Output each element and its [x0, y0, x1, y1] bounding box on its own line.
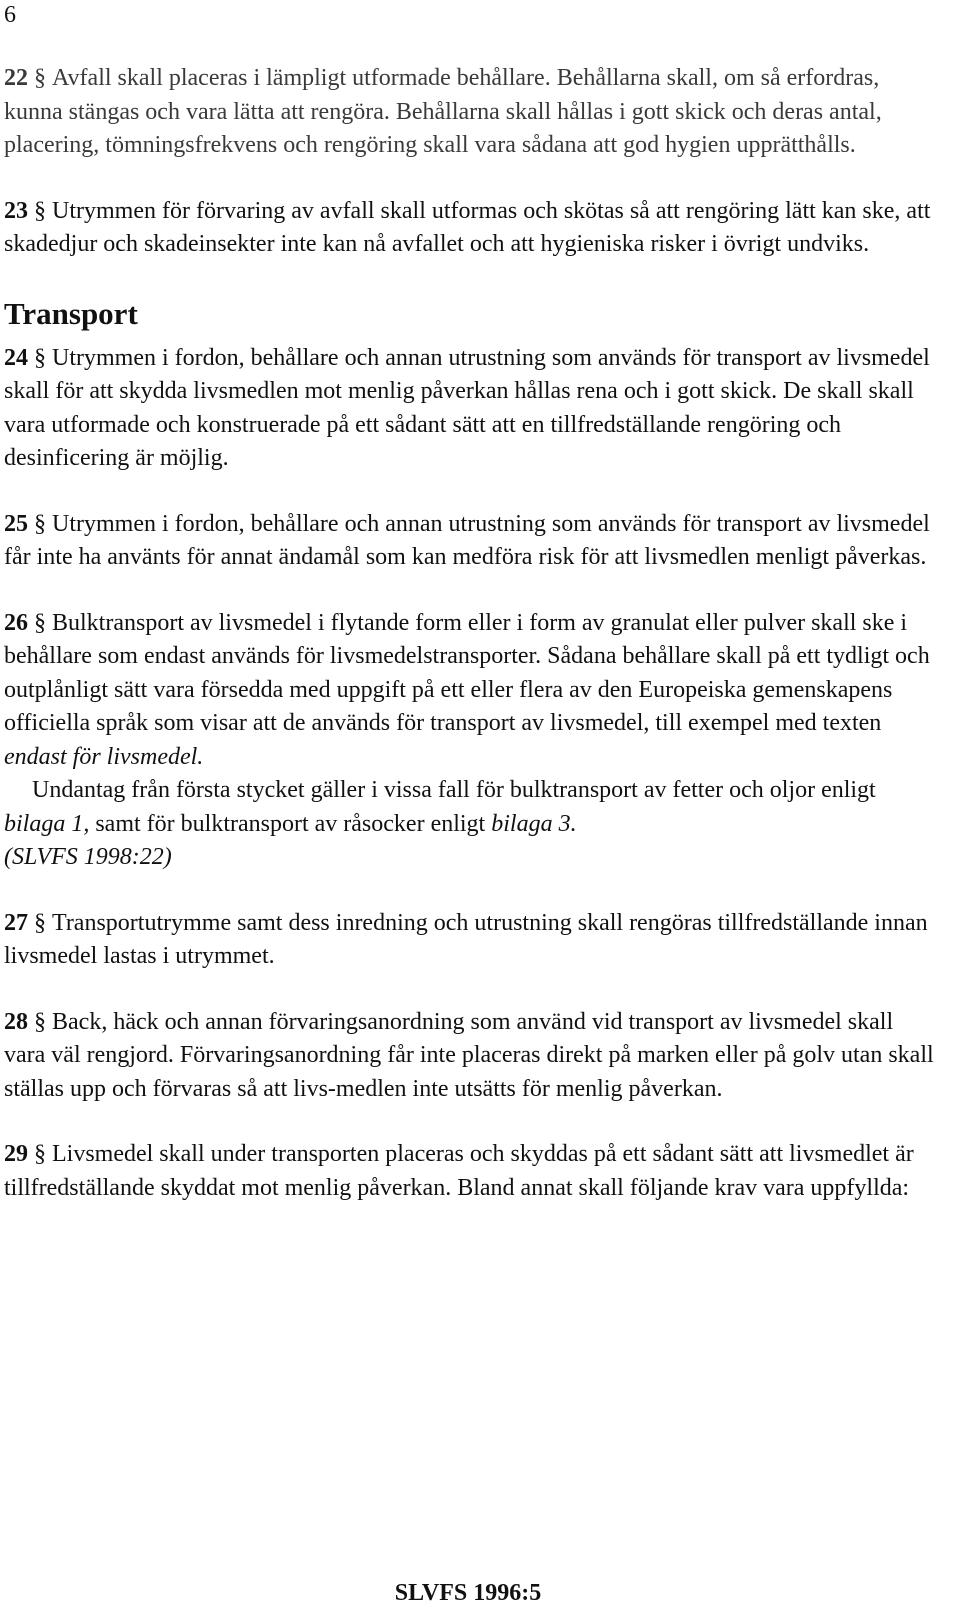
reference-bilaga-1: bilaga 1, [4, 810, 90, 837]
paragraph-text: Avfall skall placeras i lämpligt utformade behållare. Behållarna skall, om så erfordras, kunna stängas och vara lätta att rengöra. Behållarna skall hållas i gott skick och deras antal, placering, tömningsfrekvens och rengöring skall vara sådana att god hygien upprätthålls. [4, 65, 882, 158]
paragraph-number: 28 [4, 1008, 28, 1035]
page-number: 6 [4, 2, 16, 28]
paragraph-number: 27 [4, 909, 28, 936]
paragraph-number: 22 [4, 65, 28, 91]
paragraph-text: Utrymmen i fordon, behållare och annan utrustning som används för transport av livsmedel får inte ha använts för annat ändamål som kan medföra risk för att livsmedlen menligt påverkas. [4, 510, 930, 570]
paragraph-24 [4, 342, 940, 476]
section-symbol: § [34, 344, 46, 371]
paragraph-text: Transportutrymme samt dess inredning och utrustning skall rengöras tillfredställande innan livsmedel lastas i utrymmet. [4, 909, 928, 969]
paragraph-number: 26 [4, 609, 28, 636]
section-symbol: § [34, 1141, 46, 1167]
paragraph-text: Utrymmen för förvaring av avfall skall utformas och skötas så att rengöring lätt kan ske, att skadedjur och skadeinsekter inte kan nå avfallet och att hygieniska risker i övrigt undviks. [4, 197, 931, 257]
amendment-note: (SLVFS 1998:22) [4, 844, 172, 870]
paragraph-23 [4, 195, 940, 262]
section-symbol: § [34, 609, 46, 636]
paragraph-number: 29 [4, 1141, 28, 1167]
quoted-label-text: endast för livsmedel. [4, 743, 204, 770]
paragraph-number: 25 [4, 510, 28, 537]
paragraph-text: Bulktransport av livsmedel i flytande form eller i form av granulat eller pulver skall ske i behållare som endast används för livsmedelstransporter. Sådana behållare skall på ett tydligt och outplånligt sätt vara försedda med uppgift på ett eller flera av den Europeiska gemenskapens officiella språk som visar att de används för transport av livsmedel, till exempel med texten [4, 609, 930, 736]
section-symbol: § [34, 197, 46, 224]
paragraph-28 [4, 1006, 940, 1107]
page-footer: SLVFS 1996:5 [394, 1580, 542, 1606]
paragraph-second-stycke [4, 774, 940, 841]
paragraph-text: Back, häck och annan förvaringsanordning som använd vid transport av livsmedel skall vara väl rengjord. Förvaringsanordning får inte placeras direkt på marken eller på golv utan skall ställas upp och förvaras så att livs-medlen inte utsätts för menlig påverkan. [4, 1008, 934, 1102]
document-body [4, 62, 940, 1237]
paragraph-text: Utrymmen i fordon, behållare och annan utrustning som används för transport av livsmedel skall för att skydda livsmedlen mot menlig påverkan hållas rena och i gott skick. De skall skall vara utformade och konstruerade på ett sådant sätt att en tillfredställande rengöring och desinficering är möjlig. [4, 344, 930, 471]
section-symbol: § [34, 510, 46, 537]
paragraph-text: Undantag från första stycket gäller i vissa fall för bulktransport av fetter och oljor enligt [32, 777, 876, 803]
paragraph-25 [4, 508, 940, 575]
paragraph-text: samt för bulktransport av råsocker enligt [89, 810, 492, 837]
section-symbol: § [34, 909, 46, 936]
reference-bilaga-3: bilaga 3. [491, 810, 577, 837]
paragraph-text: Livsmedel skall under transporten placeras och skyddas på ett sådant sätt att livsmedlet är tillfredställande skyddat mot menlig påverkan. Bland annat skall följande krav vara uppfyllda: [4, 1141, 914, 1201]
section-symbol: § [34, 1008, 46, 1035]
paragraph-number: 23 [4, 197, 28, 224]
paragraph-number: 24 [4, 344, 28, 371]
section-heading-transport: Transport [4, 295, 138, 331]
paragraph-22 [4, 62, 940, 163]
section-symbol: § [34, 65, 46, 91]
paragraph-29 [4, 1138, 940, 1205]
paragraph-27 [4, 907, 940, 974]
paragraph-26 [4, 607, 940, 875]
